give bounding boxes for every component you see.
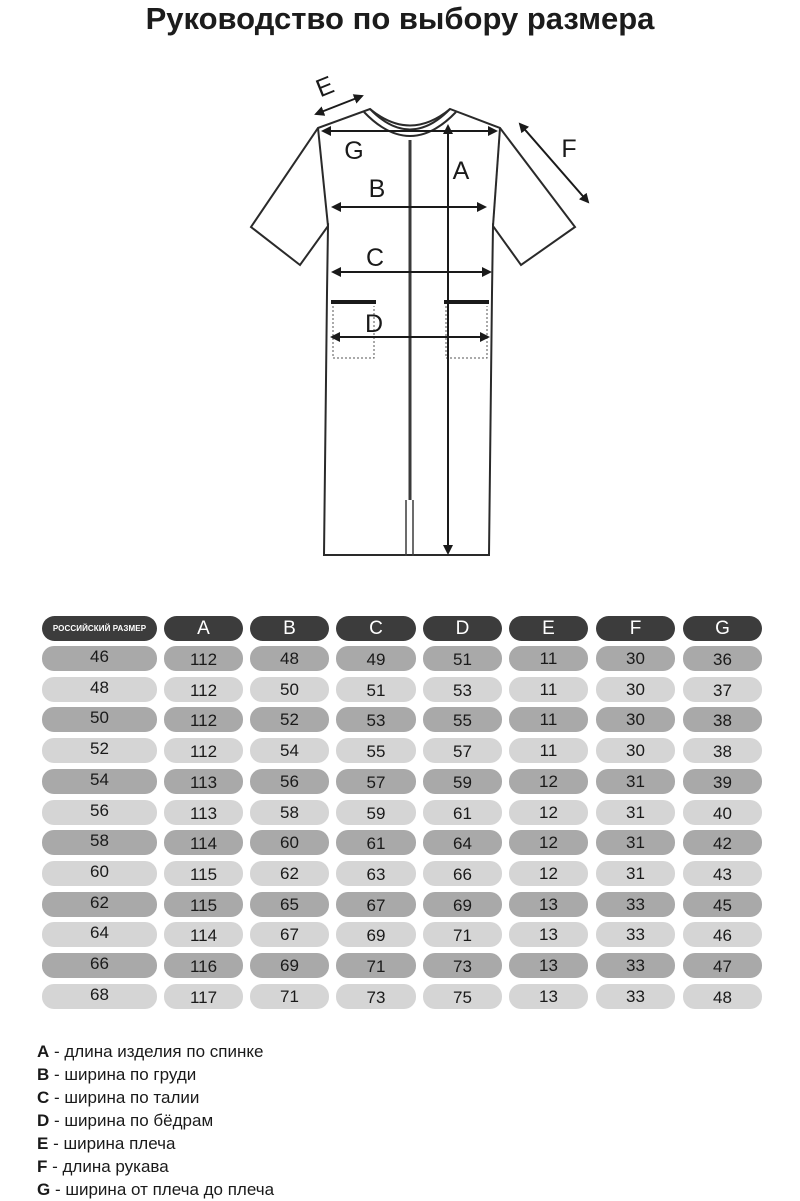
- legend-item: [37, 1109, 274, 1132]
- legend-item: [37, 1132, 274, 1155]
- value-cell-d: 71: [423, 922, 502, 947]
- header-col-d: D: [423, 616, 502, 641]
- value-cell-a: 115: [164, 861, 243, 886]
- value-cell-e: 11: [509, 646, 588, 671]
- value-cell-a: 114: [164, 922, 243, 947]
- legend-item: [37, 1040, 274, 1063]
- size-cell: 48: [42, 677, 157, 702]
- value-cell-a: 112: [164, 707, 243, 732]
- value-cell-c: 51: [336, 677, 416, 702]
- legend-letter: A: [37, 1042, 50, 1061]
- legend-letter: D: [37, 1111, 50, 1130]
- label-b: B: [368, 175, 386, 203]
- value-cell-g: 46: [683, 922, 762, 947]
- page-title: Руководство по выбору размера: [145, 1, 655, 36]
- size-cell: 68: [42, 984, 157, 1009]
- value-cell-b: 62: [250, 861, 329, 886]
- value-cell-c: 61: [336, 830, 416, 855]
- legend-item: [37, 1086, 274, 1109]
- value-cell-a: 116: [164, 953, 243, 978]
- value-cell-f: 31: [596, 769, 675, 794]
- value-cell-e: 13: [509, 892, 588, 917]
- value-cell-f: 33: [596, 953, 675, 978]
- value-cell-a: 113: [164, 800, 243, 825]
- value-cell-c: 59: [336, 800, 416, 825]
- value-cell-d: 57: [423, 738, 502, 763]
- value-cell-e: 12: [509, 861, 588, 886]
- label-d: D: [364, 310, 384, 338]
- measure-f-arrow: [520, 124, 588, 202]
- value-cell-g: 42: [683, 830, 762, 855]
- value-cell-g: 40: [683, 800, 762, 825]
- value-cell-a: 113: [164, 769, 243, 794]
- legend-text: - ширина плеча: [48, 1134, 176, 1153]
- value-cell-g: 47: [683, 953, 762, 978]
- value-cell-c: 57: [336, 769, 416, 794]
- value-cell-c: 71: [336, 953, 416, 978]
- value-cell-d: 73: [423, 953, 502, 978]
- value-cell-b: 67: [250, 922, 329, 947]
- legend-text: - длина изделия по спинке: [49, 1042, 264, 1061]
- value-cell-g: 45: [683, 892, 762, 917]
- size-cell: 56: [42, 800, 157, 825]
- value-cell-c: 53: [336, 707, 416, 732]
- value-cell-a: 117: [164, 984, 243, 1009]
- legend-letter: G: [37, 1180, 51, 1199]
- pocket-right: [446, 306, 487, 358]
- value-cell-b: 48: [250, 646, 329, 671]
- value-cell-d: 59: [423, 769, 502, 794]
- value-cell-a: 114: [164, 830, 243, 855]
- legend-text: - ширина по бёдрам: [49, 1111, 214, 1130]
- value-cell-c: 63: [336, 861, 416, 886]
- garment-outline: [251, 109, 575, 555]
- value-cell-a: 112: [164, 677, 243, 702]
- value-cell-f: 31: [596, 830, 675, 855]
- size-cell: 52: [42, 738, 157, 763]
- legend-text: - ширина по груди: [49, 1065, 197, 1084]
- value-cell-a: 115: [164, 892, 243, 917]
- header-col-a: A: [164, 616, 243, 641]
- value-cell-e: 11: [509, 677, 588, 702]
- value-cell-d: 53: [423, 677, 502, 702]
- size-cell: 60: [42, 861, 157, 886]
- value-cell-d: 55: [423, 707, 502, 732]
- legend-item: [37, 1063, 274, 1086]
- label-f: F: [561, 135, 577, 163]
- value-cell-g: 39: [683, 769, 762, 794]
- header-col-b: B: [250, 616, 329, 641]
- legend-text: - ширина от плеча до плеча: [50, 1180, 275, 1199]
- label-a: A: [452, 157, 470, 185]
- value-cell-g: 36: [683, 646, 762, 671]
- legend-text: - длина рукава: [47, 1157, 169, 1176]
- value-cell-d: 69: [423, 892, 502, 917]
- value-cell-a: 112: [164, 646, 243, 671]
- legend-letter: E: [37, 1134, 49, 1153]
- value-cell-e: 13: [509, 953, 588, 978]
- value-cell-e: 13: [509, 922, 588, 947]
- legend: [37, 1040, 274, 1201]
- value-cell-g: 38: [683, 707, 762, 732]
- value-cell-d: 64: [423, 830, 502, 855]
- value-cell-d: 61: [423, 800, 502, 825]
- legend-item: [37, 1155, 274, 1178]
- value-cell-c: 73: [336, 984, 416, 1009]
- value-cell-f: 31: [596, 861, 675, 886]
- legend-letter: C: [37, 1088, 50, 1107]
- value-cell-e: 11: [509, 738, 588, 763]
- header-russian-size: РОССИЙСКИЙ РАЗМЕР: [42, 616, 157, 641]
- header-col-f: F: [596, 616, 675, 641]
- value-cell-f: 33: [596, 984, 675, 1009]
- header-col-e: E: [509, 616, 588, 641]
- size-cell: 64: [42, 922, 157, 947]
- value-cell-f: 33: [596, 922, 675, 947]
- value-cell-g: 48: [683, 984, 762, 1009]
- label-g: G: [344, 137, 364, 165]
- value-cell-f: 33: [596, 892, 675, 917]
- value-cell-g: 43: [683, 861, 762, 886]
- value-cell-d: 66: [423, 861, 502, 886]
- value-cell-f: 31: [596, 800, 675, 825]
- value-cell-d: 51: [423, 646, 502, 671]
- value-cell-b: 71: [250, 984, 329, 1009]
- value-cell-f: 30: [596, 677, 675, 702]
- header-col-c: C: [336, 616, 416, 641]
- value-cell-b: 65: [250, 892, 329, 917]
- value-cell-a: 112: [164, 738, 243, 763]
- value-cell-b: 58: [250, 800, 329, 825]
- size-cell: 54: [42, 769, 157, 794]
- value-cell-c: 67: [336, 892, 416, 917]
- header-col-g: G: [683, 616, 762, 641]
- value-cell-e: 12: [509, 800, 588, 825]
- legend-item: [37, 1178, 274, 1201]
- size-cell: 66: [42, 953, 157, 978]
- value-cell-e: 12: [509, 769, 588, 794]
- value-cell-c: 69: [336, 922, 416, 947]
- legend-letter: F: [37, 1157, 48, 1176]
- value-cell-g: 37: [683, 677, 762, 702]
- size-cell: 62: [42, 892, 157, 917]
- value-cell-b: 52: [250, 707, 329, 732]
- value-cell-f: 30: [596, 646, 675, 671]
- size-cell: 58: [42, 830, 157, 855]
- value-cell-e: 12: [509, 830, 588, 855]
- value-cell-d: 75: [423, 984, 502, 1009]
- size-cell: 50: [42, 707, 157, 732]
- garment-diagram: [0, 0, 800, 600]
- legend-text: - ширина по талии: [49, 1088, 200, 1107]
- value-cell-e: 13: [509, 984, 588, 1009]
- value-cell-b: 50: [250, 677, 329, 702]
- value-cell-f: 30: [596, 738, 675, 763]
- label-e: E: [312, 70, 338, 104]
- value-cell-b: 69: [250, 953, 329, 978]
- value-cell-f: 30: [596, 707, 675, 732]
- value-cell-b: 54: [250, 738, 329, 763]
- legend-letter: B: [37, 1065, 50, 1084]
- value-cell-c: 49: [336, 646, 416, 671]
- value-cell-c: 55: [336, 738, 416, 763]
- value-cell-g: 38: [683, 738, 762, 763]
- value-cell-b: 60: [250, 830, 329, 855]
- value-cell-e: 11: [509, 707, 588, 732]
- size-cell: 46: [42, 646, 157, 671]
- label-c: C: [365, 244, 385, 272]
- value-cell-b: 56: [250, 769, 329, 794]
